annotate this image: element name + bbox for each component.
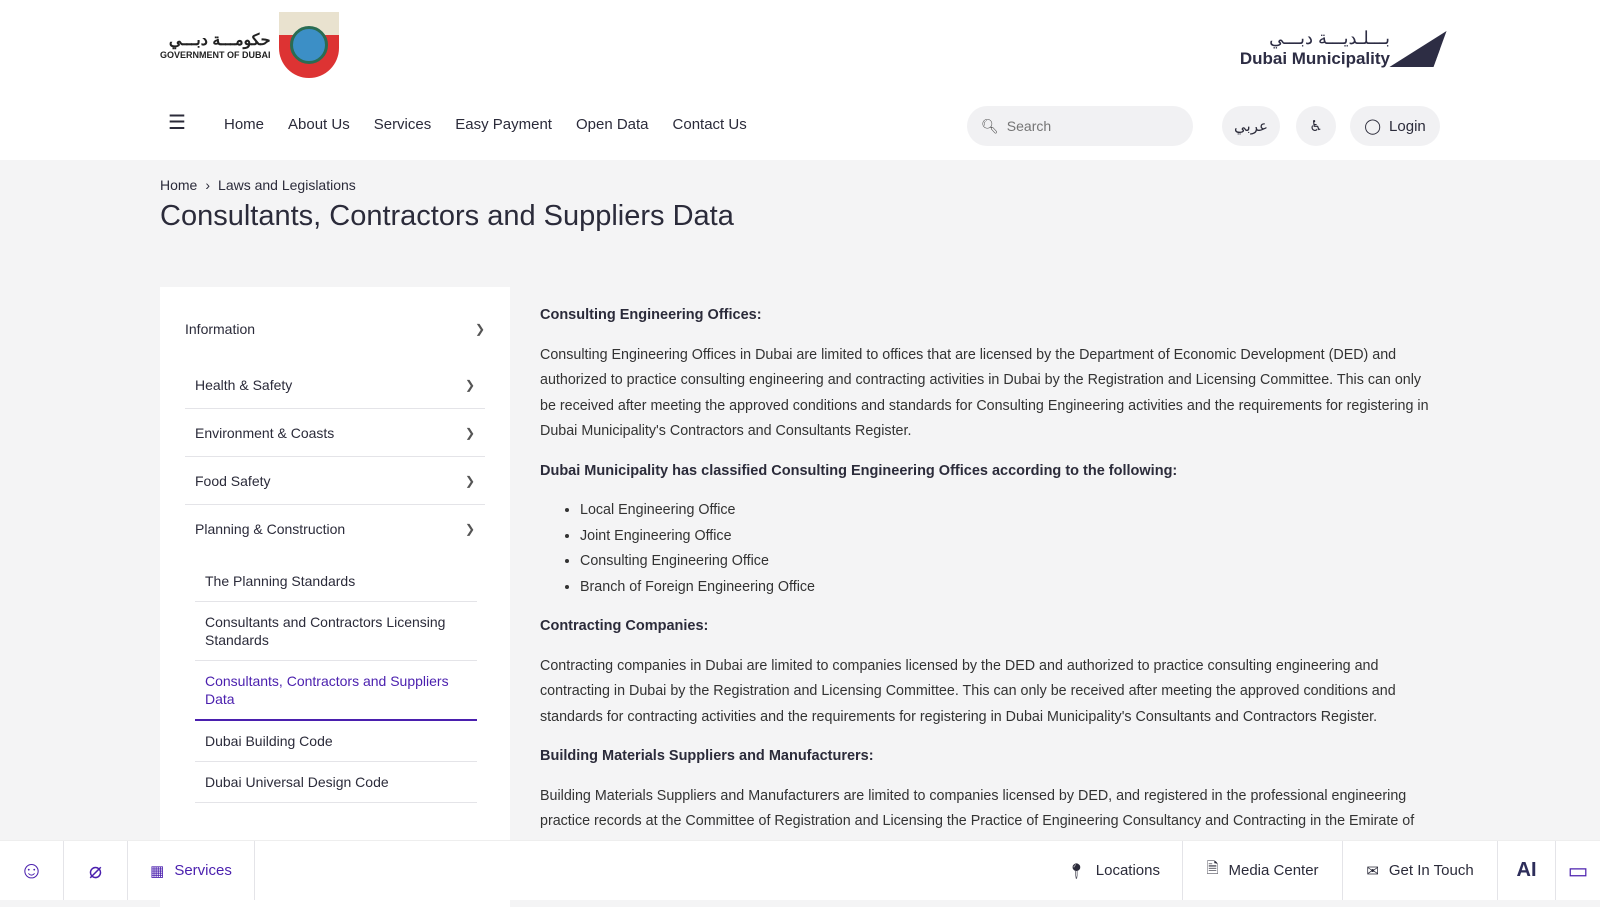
nav-about-us[interactable]: About Us	[288, 116, 350, 133]
para-contracting: Contracting companies in Dubai are limited to companies licensed by the DED and authorized to practice consulting engineering and contracting in Dubai by the Registration and Licensing Committee. This can only be received after meeting the approved conditions and standards for contracting activities and the requirements for registering in Dubai Municipality's Consultants and Contractors Register.	[540, 657, 1396, 725]
get-in-touch-button[interactable]	[1343, 841, 1498, 900]
nav-services[interactable]: Services	[373, 116, 432, 133]
chevron-right-icon: ❯	[464, 377, 475, 392]
sub-item-building-code[interactable]: Dubai Building Code	[195, 721, 477, 762]
services-label: Services	[174, 862, 232, 879]
chevron-right-icon: ❯	[464, 425, 475, 440]
label: Health & Safety	[195, 376, 293, 393]
government-of-dubai-logo[interactable]	[160, 12, 339, 78]
heading-classification: Dubai Municipality has classified Consulting Engineering Offices according to the following:	[540, 462, 1178, 479]
emblem-icon	[279, 12, 339, 78]
sub-item-suppliers-data[interactable]: Consultants, Contractors and Suppliers Data	[195, 661, 477, 721]
grid-icon: ▦	[150, 862, 165, 880]
label: Environment & Coasts	[195, 424, 335, 441]
page-title: Consultants, Contractors and Suppliers Data	[160, 200, 734, 232]
label: Food Safety	[195, 472, 271, 489]
bottom-bar	[0, 840, 1600, 900]
search-input[interactable]	[1007, 118, 1177, 134]
search-box	[967, 106, 1193, 146]
para-consulting: Consulting Engineering Offices in Dubai are limited to offices that are licensed by the Department of Economic Development (DED) and authorized to practice consulting engineering and contracting activities in Dubai by the Registration and Licensing Committee. This can only be received after meeting the approved conditions and standards for Consulting Engineering activities and the requirements for registering in Dubai Municipality's Contractors and Consultants Register.	[540, 346, 1429, 439]
chevron-right-icon: ❯	[464, 473, 475, 488]
heading-consulting: Consulting Engineering Offices:	[540, 307, 762, 323]
nav-home[interactable]: Home	[224, 116, 265, 133]
accessibility-icon[interactable]: ♿︎	[1296, 106, 1336, 146]
dm-logo-ar: بـــلـديـــة دبـــي	[1269, 28, 1390, 48]
search-icon: 🔍︎	[981, 117, 999, 134]
media-center-button[interactable]	[1183, 841, 1343, 900]
sidebar-top-label: Information	[185, 321, 256, 337]
chevron-right-icon: ›	[205, 177, 211, 193]
breadcrumb-laws[interactable]: Laws and Legislations	[218, 177, 356, 193]
nav-open-data[interactable]: Open Data	[575, 116, 649, 133]
main-nav	[224, 116, 747, 133]
sidebar-item-health-safety[interactable]	[185, 361, 485, 409]
language-button[interactable]: عربي	[1222, 106, 1280, 146]
nav-easy-payment[interactable]: Easy Payment	[455, 116, 552, 133]
dubai-municipality-logo[interactable]	[1240, 28, 1440, 69]
list-item: • Branch of Foreign Engineering Office	[580, 575, 1440, 601]
list-item: • Local Engineering Office	[580, 498, 1440, 524]
login-button[interactable]	[1350, 106, 1440, 146]
document-icon: 🗎	[1206, 860, 1219, 877]
chevron-right-icon: ❯	[474, 322, 485, 336]
touch-label: Get In Touch	[1388, 862, 1474, 879]
dm-logo-icon	[1389, 31, 1446, 67]
sidebar	[160, 287, 510, 907]
gov-logo-en: GOVERNMENT OF DUBAI	[160, 50, 271, 60]
menu-icon[interactable]: ☰	[168, 112, 186, 134]
sub-item-licensing-standards[interactable]: Consultants and Contractors Licensing Standards	[195, 602, 477, 661]
chat-icon[interactable]: ▭	[1567, 857, 1589, 883]
location-pin-icon: 📍︎	[1066, 862, 1086, 880]
para-suppliers: Building Materials Suppliers and Manufacturers are limited to companies licensed by DED, and registered in the professional engineering practice records at the Committee of Registration and Licensing the Practice of Engineering Consultancy and Contracting in the Emirate of	[540, 787, 1415, 829]
list-item: • Joint Engineering Office	[580, 524, 1440, 550]
sub-item-planning-standards[interactable]: The Planning Standards	[195, 561, 477, 602]
list-item: • Consulting Engineering Office	[580, 549, 1440, 575]
user-icon: ◯	[1364, 118, 1382, 135]
accessibility-tool-icon[interactable]: ⌀	[64, 841, 128, 900]
media-label: Media Center	[1228, 862, 1319, 879]
login-label: Login	[1389, 117, 1426, 135]
mail-icon: ✉	[1366, 862, 1379, 880]
sidebar-item-planning[interactable]	[185, 505, 485, 553]
dm-logo-en: Dubai Municipality	[1239, 49, 1390, 68]
header	[0, 0, 1600, 160]
breadcrumb	[160, 177, 356, 193]
label: Planning & Construction	[195, 521, 346, 537]
gov-logo-ar: حكومـــة دبـــي	[168, 32, 271, 49]
nav-contact-us[interactable]: Contact Us	[672, 116, 747, 133]
smiley-feedback-icon[interactable]: ☺	[0, 841, 64, 900]
sidebar-item-environment[interactable]	[185, 409, 485, 457]
classification-list	[580, 498, 1440, 600]
ai-assistant-button[interactable]: AI	[1498, 841, 1556, 900]
sub-item-universal-design[interactable]: Dubai Universal Design Code	[195, 762, 477, 803]
services-button[interactable]	[128, 841, 255, 900]
heading-contracting: Contracting Companies:	[540, 618, 709, 634]
sidebar-information[interactable]	[185, 307, 485, 351]
submenu	[195, 561, 477, 803]
chevron-down-icon: ❯	[464, 522, 475, 536]
sidebar-item-food-safety[interactable]	[185, 457, 485, 505]
locations-label: Locations	[1095, 862, 1160, 879]
locations-button[interactable]	[1045, 841, 1183, 900]
heading-suppliers: Building Materials Suppliers and Manufacturers:	[540, 748, 874, 764]
breadcrumb-home[interactable]: Home	[160, 177, 198, 193]
main-content	[540, 303, 1440, 849]
